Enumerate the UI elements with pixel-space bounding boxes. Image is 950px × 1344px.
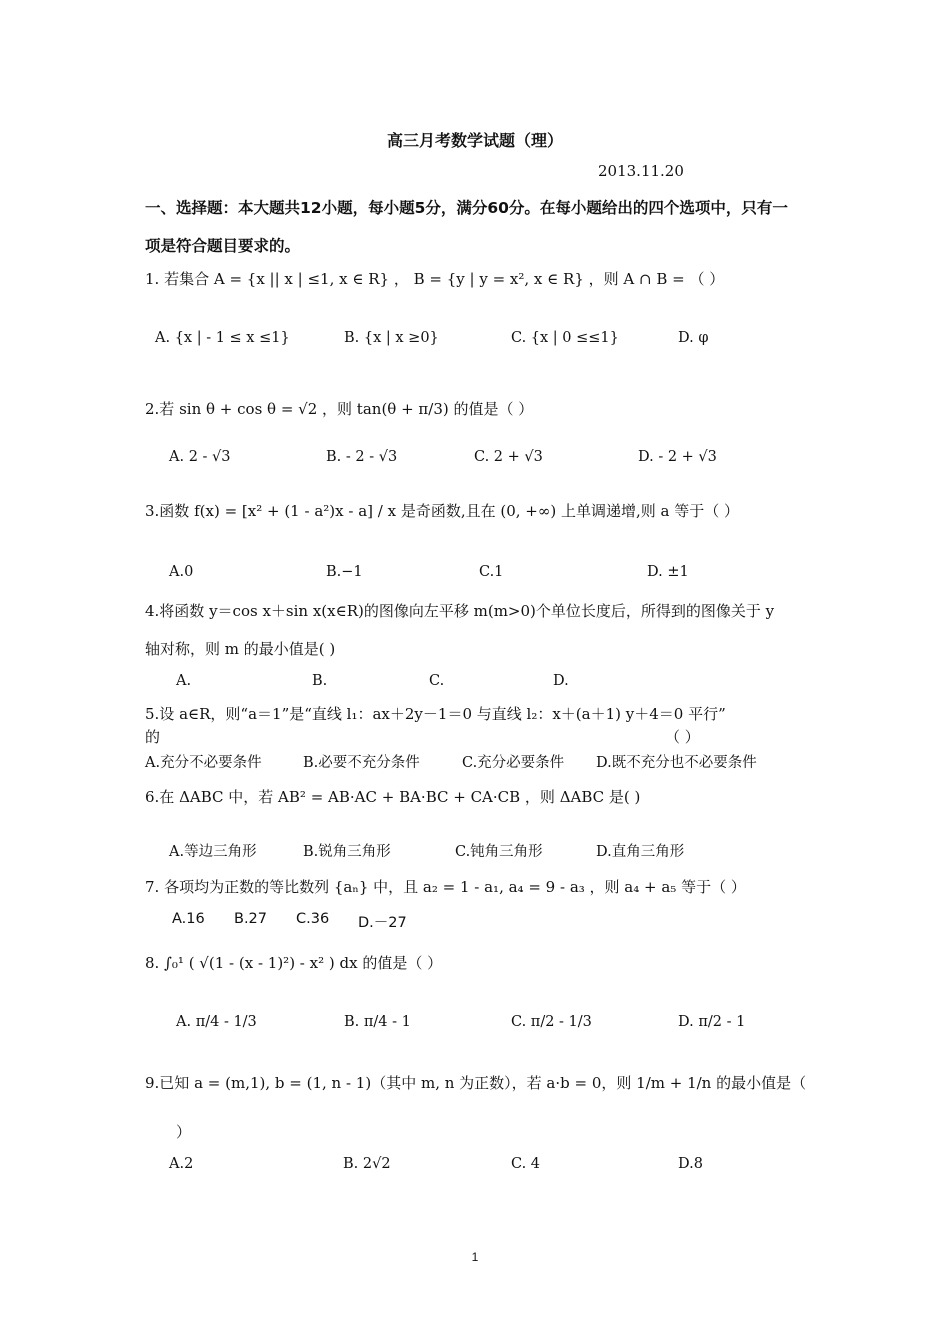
- q5-option-c: C.充分必要条件: [462, 755, 565, 771]
- q4-option-d: D.: [553, 673, 569, 689]
- q3-option-d: D. ±1: [647, 564, 689, 580]
- exam-title: 高三月考数学试题（理）: [386, 131, 563, 150]
- q2-option-c: C. 2 + √3: [474, 449, 543, 465]
- q8-option-d: D. π/2 - 1: [678, 1014, 746, 1030]
- question-5-answer-blank: （ ）: [665, 728, 700, 746]
- q4-option-c: C.: [429, 673, 445, 689]
- q7-option-d: D.－27: [358, 915, 407, 931]
- q2-option-d: D. - 2 + √3: [638, 449, 717, 465]
- q9-option-d: D.8: [678, 1156, 703, 1172]
- question-1-stem: 1. 若集合 A = {x || x | ≤1, x ∈ R} ， B = {y | y = x², x ∈ R} ，则 A ∩ B = （ ）: [145, 270, 725, 288]
- section-heading-line1: 一、选择题：本大题共12小题，每小题5分，满分60分。在每小题给出的四个选项中，只有一: [145, 199, 788, 217]
- q9-option-b: B. 2√2: [343, 1156, 391, 1172]
- q9-option-c: C. 4: [511, 1156, 541, 1172]
- question-4-stem-line1: 4.将函数 y＝cos x＋sin x(x∈R)的图像向左平移 m(m>0)个单位长度后，所得到的图像关于 y: [145, 602, 775, 620]
- question-6-stem: 6.在 ΔABC 中，若 AB² = AB·AC + BA·BC + CA·CB ，则 ΔABC 是( ): [145, 788, 641, 806]
- q6-option-c: C.钝角三角形: [455, 844, 543, 860]
- exam-date: 2013.11.20: [598, 162, 684, 180]
- page-number: 1: [471, 1250, 479, 1264]
- q6-option-d: D.直角三角形: [596, 844, 685, 860]
- section-heading-line2: 项是符合题目要求的。: [145, 237, 301, 255]
- q1-option-d: D. φ: [678, 330, 709, 346]
- q7-option-b: B.27: [234, 911, 268, 927]
- q6-option-a: A.等边三角形: [169, 844, 257, 860]
- question-7-stem: 7. 各项均为正数的等比数列 {aₙ} 中，且 a₂ = 1 - a₁, a₄ = 9 - a₃ ，则 a₄ + a₅ 等于（ ）: [145, 878, 746, 896]
- question-5-stem-line2: 的: [145, 728, 161, 746]
- q7-option-a: A.16: [172, 911, 205, 927]
- q9-option-a: A.2: [169, 1156, 194, 1172]
- q2-option-b: B. - 2 - √3: [326, 449, 398, 465]
- question-3-stem: 3.函数 f(x) = [x² + (1 - a²)x - a] / x 是奇函数,且在 (0, +∞) 上单调递增,则 a 等于（ ）: [145, 502, 739, 520]
- q8-option-b: B. π/4 - 1: [344, 1014, 411, 1030]
- q5-option-b: B.必要不充分条件: [303, 755, 420, 771]
- q4-option-a: A.: [176, 673, 192, 689]
- q3-option-a: A.0: [169, 564, 194, 580]
- q4-option-b: B.: [312, 673, 328, 689]
- q5-option-a: A.充分不必要条件: [145, 755, 262, 771]
- question-4-stem-line2: 轴对称，则 m 的最小值是( ): [145, 640, 336, 658]
- q5-option-d: D.既不充分也不必要条件: [596, 755, 757, 771]
- q8-option-a: A. π/4 - 1/3: [176, 1014, 257, 1030]
- q6-option-b: B.锐角三角形: [303, 844, 391, 860]
- question-9-stem-line2: ）: [176, 1123, 192, 1141]
- question-2-stem: 2.若 sin θ + cos θ = √2 ，则 tan(θ + π/3) 的值是（ ）: [145, 400, 534, 418]
- question-9-stem-line1: 9.已知 a = (m,1), b = (1, n - 1)（其中 m, n 为正数），若 a·b = 0，则 1/m + 1/n 的最小值是（: [145, 1074, 807, 1092]
- question-8-stem: 8. ∫₀¹ ( √(1 - (x - 1)²) - x² ) dx 的值是（ ）: [145, 954, 443, 972]
- q8-option-c: C. π/2 - 1/3: [511, 1014, 592, 1030]
- q1-option-b: B. {x | x ≥0}: [344, 330, 439, 346]
- q3-option-c: C.1: [479, 564, 504, 580]
- q1-option-c: C. {x | 0 ≤≤1}: [511, 330, 619, 346]
- q1-option-a: A. {x | - 1 ≤ x ≤1}: [155, 330, 290, 346]
- q7-option-c: C.36: [296, 911, 330, 927]
- question-5-stem-line1: 5.设 a∈R，则“a＝1”是“直线 l₁：ax＋2y－1＝0 与直线 l₂：x＋(a＋1) y＋4＝0 平行”: [145, 705, 726, 723]
- q2-option-a: A. 2 - √3: [169, 449, 231, 465]
- q3-option-b: B.−1: [326, 564, 363, 580]
